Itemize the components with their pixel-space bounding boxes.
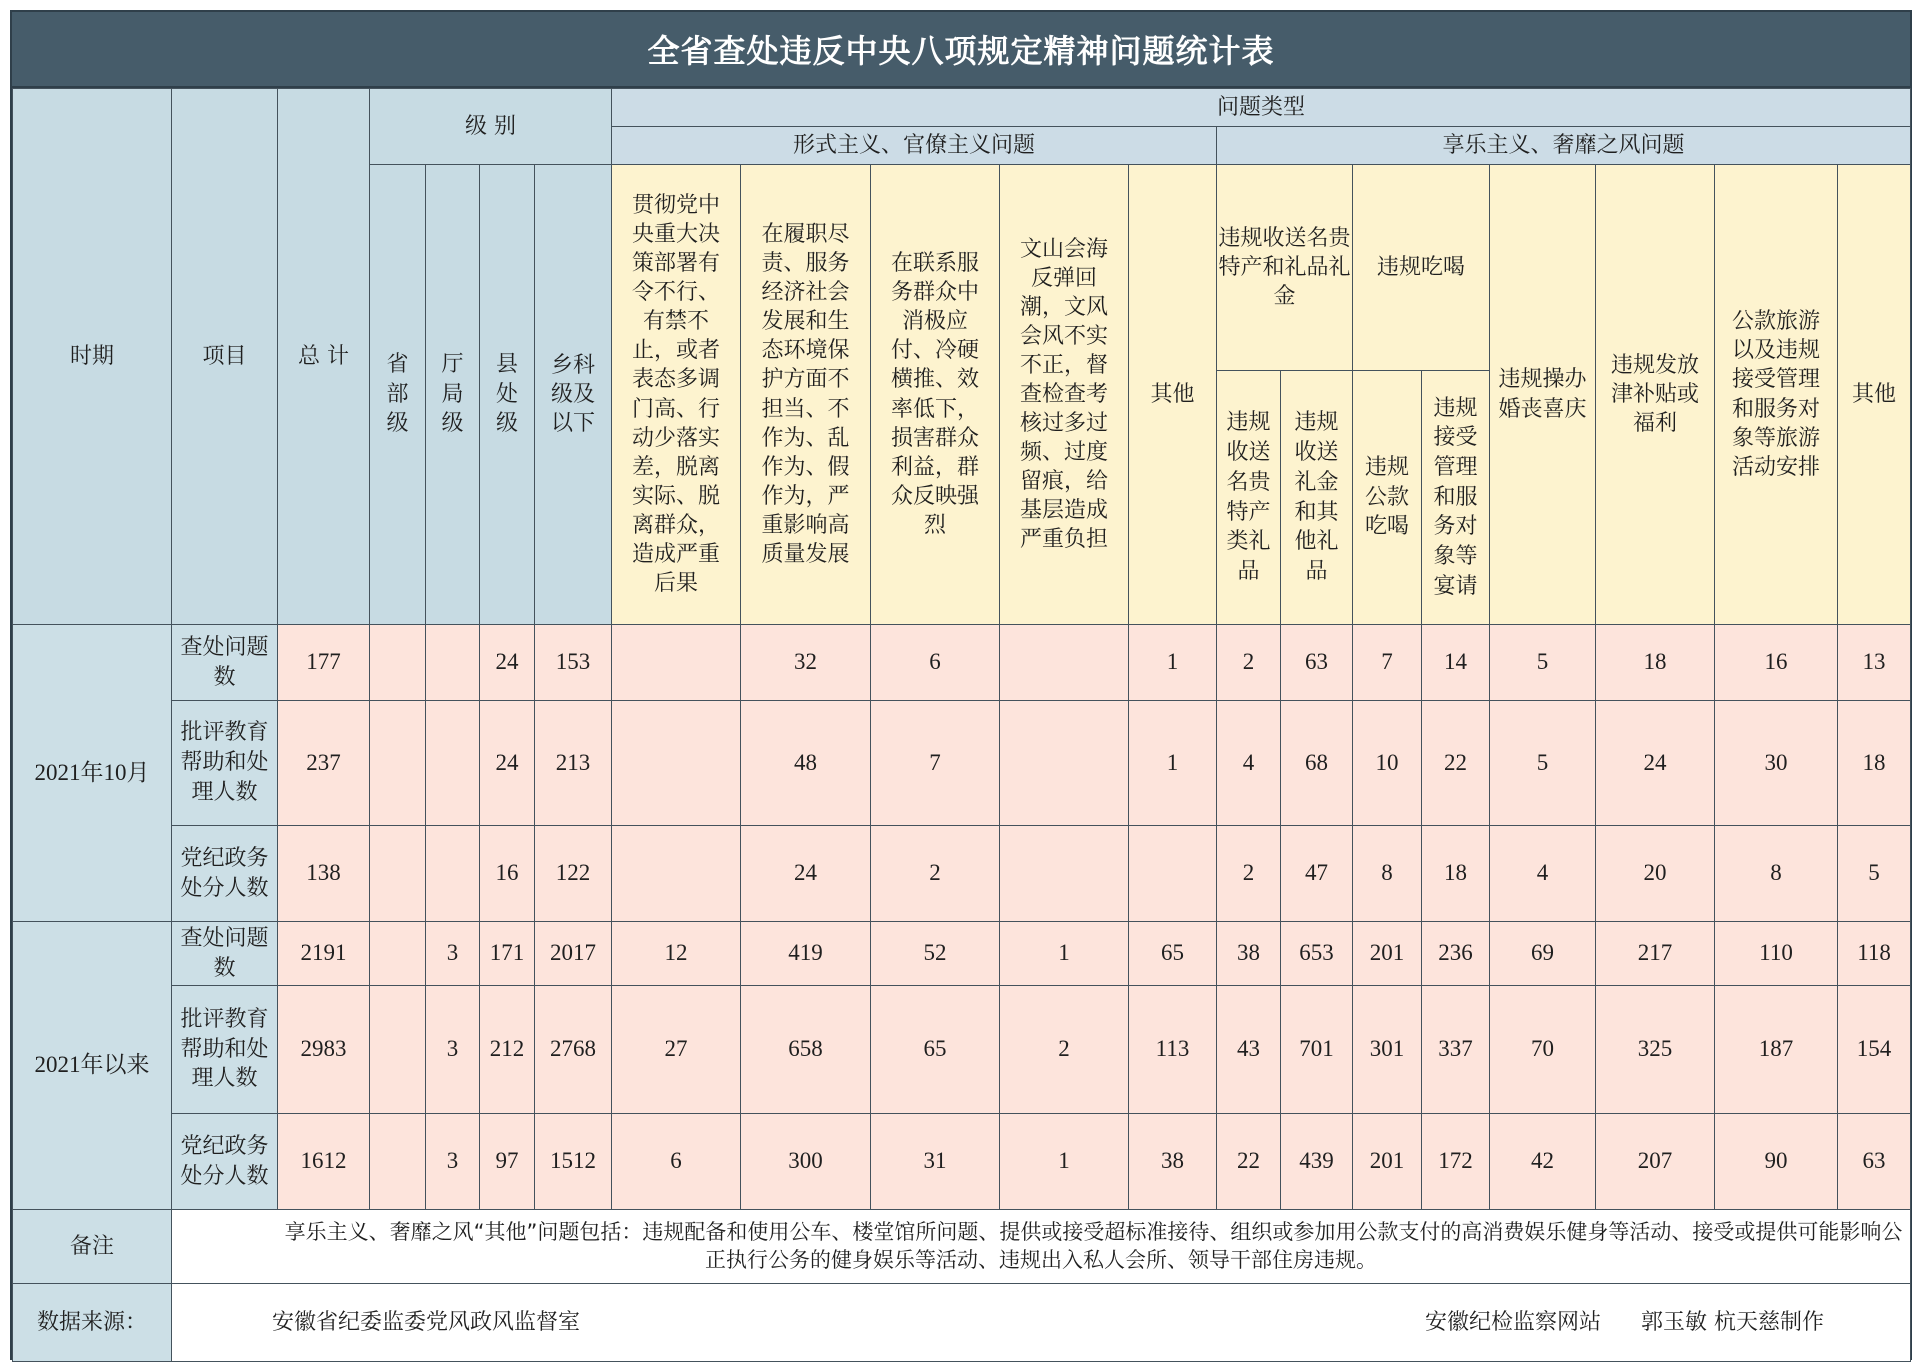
cell-dining-banquet: 337 (1422, 986, 1490, 1114)
cell-travel: 90 (1715, 1114, 1838, 1210)
cell-formalism-service: 6 (871, 625, 1000, 701)
cell-formalism-duty: 419 (741, 922, 871, 986)
header-period: 时期 (13, 89, 172, 625)
source-row (13, 1284, 1911, 1362)
cell-bureau (426, 826, 480, 922)
cell-formalism-meetings: 1 (1000, 1114, 1129, 1210)
header-formalism-decisions: 贯彻党中央重大决策部署有令不行、有禁不止，或者表态多调门高、行动少落实差，脱离实际、脱离群众，造成严重后果 (612, 165, 741, 625)
cell-formalism-service: 65 (871, 986, 1000, 1114)
cell-township: 122 (535, 826, 612, 922)
row-item-label: 查处问题数 (172, 625, 278, 701)
header-gifts-specialty: 违规收送名贵特产类礼品 (1217, 371, 1281, 625)
header-level-county: 县处级 (480, 165, 535, 625)
stats-sheet (10, 10, 1912, 1360)
header-dining-public: 违规公款吃喝 (1353, 371, 1422, 625)
row-item-label: 党纪政务处分人数 (172, 826, 278, 922)
cell-gifts-specialty: 43 (1217, 986, 1281, 1114)
cell-travel: 187 (1715, 986, 1838, 1114)
cell-dining-banquet: 236 (1422, 922, 1490, 986)
cell-formalism-duty: 658 (741, 986, 871, 1114)
cell-gifts-cash: 439 (1281, 1114, 1353, 1210)
notes-label: 备注 (13, 1210, 172, 1284)
cell-total: 177 (278, 625, 370, 701)
cell-travel: 8 (1715, 826, 1838, 922)
cell-formalism-service: 52 (871, 922, 1000, 986)
cell-dining-public: 301 (1353, 986, 1422, 1114)
header-dining-banquet: 违规接受管理和服务对象等宴请 (1422, 371, 1490, 625)
header-allowance: 违规发放津补贴或福利 (1596, 165, 1715, 625)
cell-province (370, 625, 426, 701)
header-formalism-duty: 在履职尽责、服务经济社会发展和生态环境保护方面不担当、不作为、乱作为、假作为，严重影响高质量发展 (741, 165, 871, 625)
header-hedonism-other: 其他 (1838, 165, 1911, 625)
cell-formalism-other: 38 (1129, 1114, 1217, 1210)
cell-gifts-specialty: 4 (1217, 701, 1281, 826)
header-dining-group: 违规吃喝 (1353, 165, 1490, 371)
notes-row (13, 1210, 1911, 1284)
table-row (13, 922, 1911, 986)
header-item: 项目 (172, 89, 278, 625)
cell-county: 171 (480, 922, 535, 986)
cell-formalism-decisions: 6 (612, 1114, 741, 1210)
source-makers: 郭玉敏 杭天慈制作 (1641, 1309, 1825, 1335)
cell-gifts-specialty: 22 (1217, 1114, 1281, 1210)
header-level-group: 级 别 (370, 89, 612, 165)
table-row (13, 986, 1911, 1114)
cell-county: 16 (480, 826, 535, 922)
stats-table (12, 88, 1911, 1362)
cell-weddings: 5 (1490, 701, 1596, 826)
cell-township: 2768 (535, 986, 612, 1114)
cell-formalism-meetings (1000, 826, 1129, 922)
cell-province (370, 922, 426, 986)
cell-gifts-specialty: 2 (1217, 826, 1281, 922)
cell-travel: 110 (1715, 922, 1838, 986)
source-site: 安徽纪检监察网站 (1425, 1309, 1602, 1335)
cell-county: 24 (480, 625, 535, 701)
cell-weddings: 4 (1490, 826, 1596, 922)
cell-allowance: 18 (1596, 625, 1715, 701)
cell-township: 1512 (535, 1114, 612, 1210)
header-weddings: 违规操办婚丧喜庆 (1490, 165, 1596, 625)
header-level-province: 省部级 (370, 165, 426, 625)
cell-gifts-cash: 68 (1281, 701, 1353, 826)
cell-province (370, 701, 426, 826)
header-gifts-cash: 违规收送礼金和其他礼品 (1281, 371, 1353, 625)
cell-hedonism-other: 154 (1838, 986, 1911, 1114)
cell-township: 153 (535, 625, 612, 701)
source-cell (172, 1284, 1911, 1362)
cell-formalism-duty: 24 (741, 826, 871, 922)
cell-bureau: 3 (426, 1114, 480, 1210)
header-problem-type: 问题类型 (612, 89, 1911, 127)
cell-formalism-service: 2 (871, 826, 1000, 922)
cell-formalism-decisions (612, 826, 741, 922)
cell-formalism-decisions (612, 625, 741, 701)
cell-formalism-duty: 48 (741, 701, 871, 826)
period-label: 2021年10月 (13, 625, 172, 922)
cell-formalism-duty: 300 (741, 1114, 871, 1210)
table-row (13, 701, 1911, 826)
cell-formalism-other: 65 (1129, 922, 1217, 986)
cell-gifts-specialty: 2 (1217, 625, 1281, 701)
header-gifts-group: 违规收送名贵特产和礼品礼金 (1217, 165, 1353, 371)
cell-gifts-specialty: 38 (1217, 922, 1281, 986)
cell-allowance: 20 (1596, 826, 1715, 922)
row-item-label: 批评教育帮助和处理人数 (172, 986, 278, 1114)
cell-province (370, 986, 426, 1114)
cell-total: 2983 (278, 986, 370, 1114)
cell-allowance: 217 (1596, 922, 1715, 986)
cell-dining-public: 201 (1353, 1114, 1422, 1210)
cell-total: 237 (278, 701, 370, 826)
cell-total: 2191 (278, 922, 370, 986)
cell-formalism-other: 1 (1129, 625, 1217, 701)
cell-formalism-meetings: 2 (1000, 986, 1129, 1114)
cell-bureau (426, 701, 480, 826)
cell-hedonism-other: 63 (1838, 1114, 1911, 1210)
cell-allowance: 24 (1596, 701, 1715, 826)
header-formalism-meetings: 文山会海反弹回潮，文风会风不实不正，督查检查考核过多过频、过度留痕，给基层造成严重负担 (1000, 165, 1129, 625)
cell-formalism-meetings (1000, 625, 1129, 701)
cell-province (370, 826, 426, 922)
header-travel: 公款旅游以及违规接受管理和服务对象等旅游活动安排 (1715, 165, 1838, 625)
table-row (13, 826, 1911, 922)
cell-dining-banquet: 172 (1422, 1114, 1490, 1210)
cell-gifts-cash: 47 (1281, 826, 1353, 922)
cell-total: 138 (278, 826, 370, 922)
cell-gifts-cash: 701 (1281, 986, 1353, 1114)
cell-bureau (426, 625, 480, 701)
cell-township: 213 (535, 701, 612, 826)
cell-dining-banquet: 22 (1422, 701, 1490, 826)
table-row (13, 1114, 1911, 1210)
cell-hedonism-other: 5 (1838, 826, 1911, 922)
cell-hedonism-other: 13 (1838, 625, 1911, 701)
period-label: 2021年以来 (13, 922, 172, 1210)
header-formalism-group: 形式主义、官僚主义问题 (612, 127, 1217, 165)
cell-dining-public: 10 (1353, 701, 1422, 826)
cell-dining-banquet: 14 (1422, 625, 1490, 701)
cell-weddings: 70 (1490, 986, 1596, 1114)
cell-gifts-cash: 653 (1281, 922, 1353, 986)
table-row (13, 625, 1911, 701)
cell-formalism-other: 113 (1129, 986, 1217, 1114)
cell-total: 1612 (278, 1114, 370, 1210)
cell-travel: 30 (1715, 701, 1838, 826)
cell-hedonism-other: 18 (1838, 701, 1911, 826)
cell-formalism-service: 31 (871, 1114, 1000, 1210)
source-label: 数据来源： (13, 1284, 172, 1362)
cell-dining-public: 7 (1353, 625, 1422, 701)
cell-dining-public: 8 (1353, 826, 1422, 922)
cell-formalism-decisions: 12 (612, 922, 741, 986)
header-level-township: 乡科级及以下 (535, 165, 612, 625)
cell-allowance: 207 (1596, 1114, 1715, 1210)
cell-formalism-other (1129, 826, 1217, 922)
cell-formalism-other: 1 (1129, 701, 1217, 826)
cell-formalism-service: 7 (871, 701, 1000, 826)
notes-text: 享乐主义、奢靡之风“其他”问题包括：违规配备和使用公车、楼堂馆所问题、提供或接受超标准接待、组织或参加用公款支付的高消费娱乐健身等活动、接受或提供可能影响公正执行公务的健身娱乐等活动、违规出入私人会所、领导干部住房违规。 (172, 1210, 1911, 1284)
cell-dining-public: 201 (1353, 922, 1422, 986)
cell-dining-banquet: 18 (1422, 826, 1490, 922)
header-formalism-service: 在联系服务群众中消极应付、冷硬横推、效率低下，损害群众利益，群众反映强烈 (871, 165, 1000, 625)
page-title: 全省查处违反中央八项规定精神问题统计表 (12, 12, 1910, 88)
row-item-label: 党纪政务处分人数 (172, 1114, 278, 1210)
cell-county: 97 (480, 1114, 535, 1210)
row-item-label: 批评教育帮助和处理人数 (172, 701, 278, 826)
cell-formalism-decisions: 27 (612, 986, 741, 1114)
cell-bureau: 3 (426, 986, 480, 1114)
cell-province (370, 1114, 426, 1210)
cell-travel: 16 (1715, 625, 1838, 701)
cell-township: 2017 (535, 922, 612, 986)
cell-formalism-duty: 32 (741, 625, 871, 701)
cell-formalism-meetings (1000, 701, 1129, 826)
cell-formalism-decisions (612, 701, 741, 826)
source-org: 安徽省纪委监委党风政风监督室 (272, 1309, 581, 1335)
header-formalism-other: 其他 (1129, 165, 1217, 625)
cell-weddings: 42 (1490, 1114, 1596, 1210)
header-level-bureau: 厅局级 (426, 165, 480, 625)
header-total: 总 计 (278, 89, 370, 625)
cell-county: 212 (480, 986, 535, 1114)
row-item-label: 查处问题数 (172, 922, 278, 986)
cell-allowance: 325 (1596, 986, 1715, 1114)
cell-formalism-meetings: 1 (1000, 922, 1129, 986)
header-hedonism-group: 享乐主义、奢靡之风问题 (1217, 127, 1911, 165)
cell-county: 24 (480, 701, 535, 826)
cell-weddings: 5 (1490, 625, 1596, 701)
cell-hedonism-other: 118 (1838, 922, 1911, 986)
cell-weddings: 69 (1490, 922, 1596, 986)
cell-gifts-cash: 63 (1281, 625, 1353, 701)
cell-bureau: 3 (426, 922, 480, 986)
